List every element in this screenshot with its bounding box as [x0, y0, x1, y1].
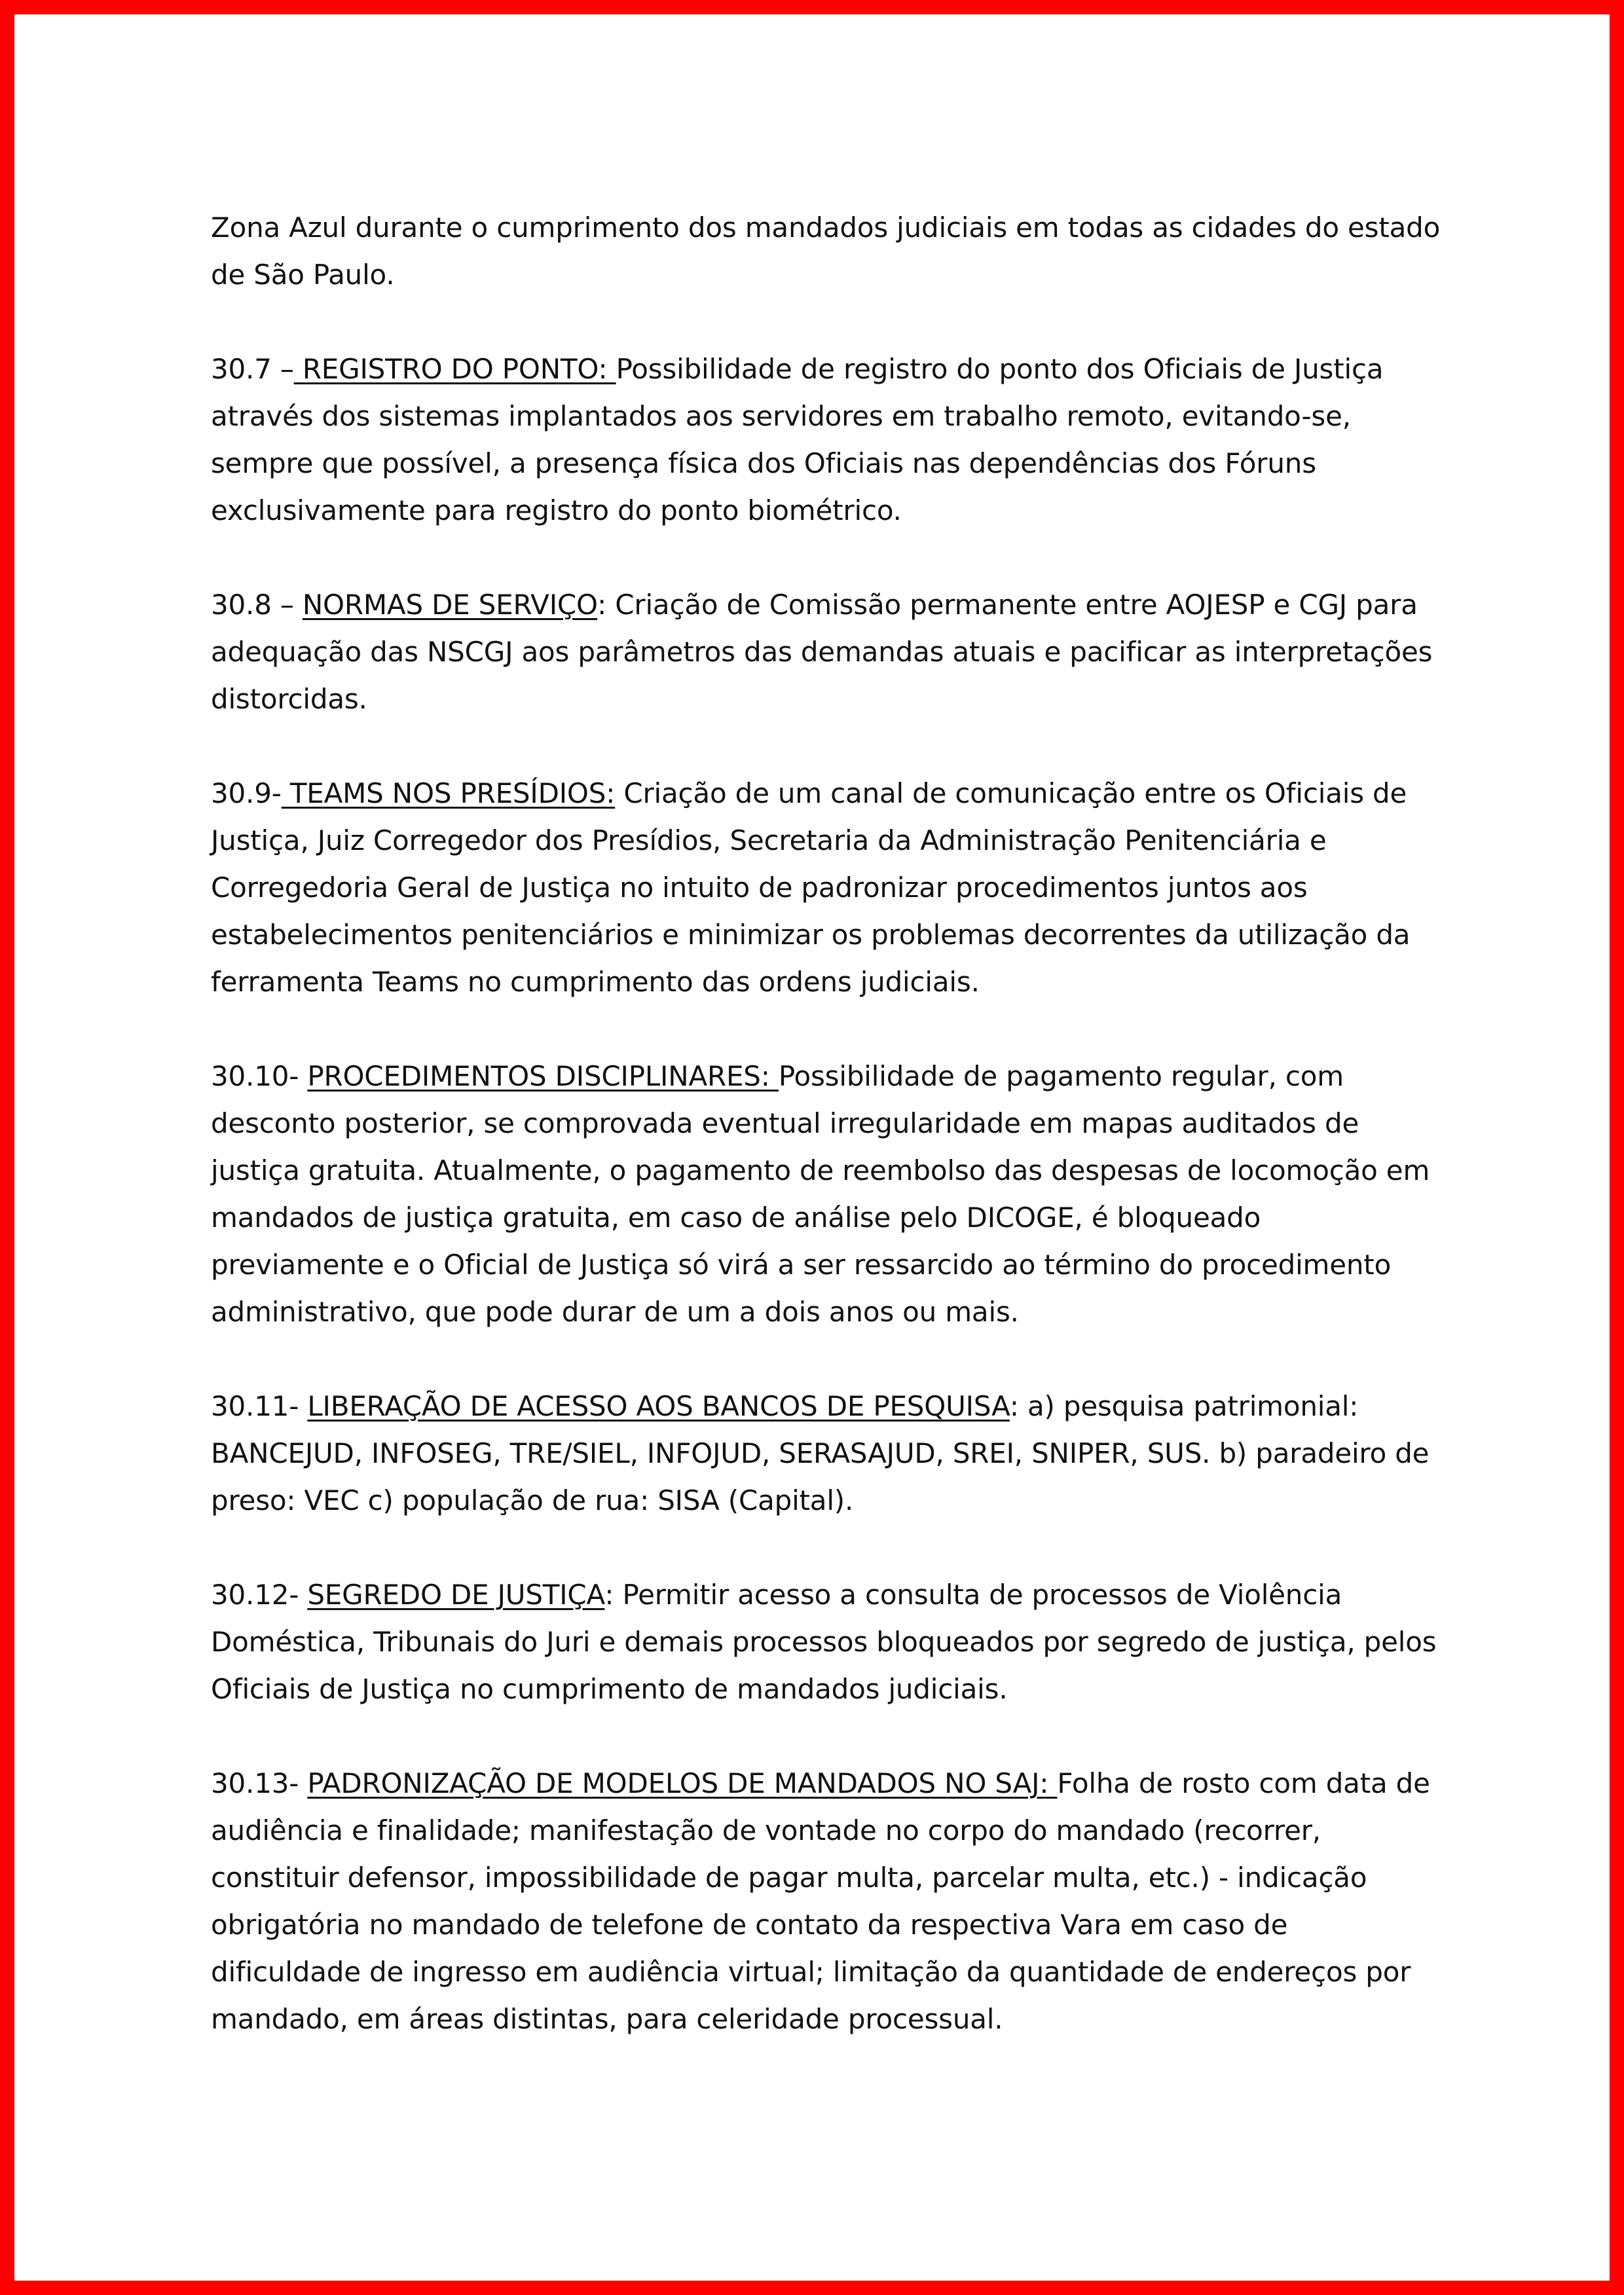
paragraph-30-12	[211, 1571, 1442, 1713]
paragraph-heading-tail	[615, 777, 623, 809]
paragraph-number: 30.13-	[211, 1767, 308, 1799]
paragraph-continuation	[211, 204, 1442, 299]
paragraph-heading-tail: :	[604, 1579, 623, 1611]
paragraph-heading: SEGREDO DE JUSTIÇA	[307, 1579, 605, 1611]
paragraph-body: Folha de rosto com data de audiência e finalidade; manifestação de vontade no corpo do mandado (recorrer, constituir defensor, impossibilidade de pagar multa, parcelar multa, etc.) - indicação obrigatória no mandado de telefone de contato da respectiva Vara em caso de dificuldade de ingresso em audiência virtual; limitação da quantidade de endereços por mandado, em áreas distintas, para celeridade processual.	[211, 1767, 1430, 2035]
paragraph-30-7	[211, 346, 1442, 534]
paragraph-heading: TEAMS NOS PRESÍDIOS:	[281, 777, 616, 809]
paragraph-number: 30.10-	[211, 1060, 308, 1092]
paragraph-30-9	[211, 770, 1442, 1006]
document-body	[211, 204, 1442, 2043]
paragraph-30-8	[211, 581, 1442, 723]
paragraph-heading: REGISTRO DO PONTO:	[293, 353, 616, 385]
paragraph-body: Permitir acesso a consulta de processos de Violência Doméstica, Tribunais do Juri e demais processos bloqueados por segredo de justiça, pelos Oficiais de Justiça no cumprimento de mandados judiciais.	[211, 1579, 1437, 1705]
paragraph-number: 30.11-	[211, 1390, 308, 1422]
paragraph-30-11	[211, 1383, 1442, 1524]
paragraph-heading-tail: :	[1009, 1390, 1027, 1422]
paragraph-heading-tail: :	[597, 589, 616, 621]
paragraph-number: 30.7 –	[211, 353, 294, 385]
paragraph-heading: LIBERAÇÃO DE ACESSO AOS BANCOS DE PESQUISA	[307, 1390, 1010, 1422]
paragraph-body: Criação de Comissão permanente entre AOJESP e CGJ para adequação das NSCGJ aos parâmetros das demandas atuais e pacificar as interpretações distorcidas.	[211, 589, 1433, 715]
paragraph-body: Criação de um canal de comunicação entre os Oficiais de Justiça, Juiz Corregedor dos Presídios, Secretaria da Administração Penitenciária e Corregedoria Geral de Justiça no intuito de padronizar procedimentos juntos aos estabelecimentos penitenciários e minimizar os problemas decorrentes da utilização da ferramenta Teams no cumprimento das ordens judiciais.	[211, 777, 1411, 998]
paragraph-number: 30.12-	[211, 1579, 308, 1611]
paragraph-body: Possibilidade de registro do ponto dos Oficiais de Justiça através dos sistemas implantados aos servidores em trabalho remoto, evitando-se, sempre que possível, a presença física dos Oficiais nas dependências dos Fóruns exclusivamente para registro do ponto biométrico.	[211, 353, 1384, 526]
paragraph-body: Possibilidade de pagamento regular, com desconto posterior, se comprovada eventual irregularidade em mapas auditados de justiça gratuita. Atualmente, o pagamento de reembolso das despesas de locomoção em mandados de justiça gratuita, em caso de análise pelo DICOGE, é bloqueado previamente e o Oficial de Justiça só virá a ser ressarcido ao término do procedimento administrativo, que pode durar de um a dois anos ou mais.	[211, 1060, 1430, 1328]
paragraph-number: 30.9-	[211, 777, 282, 809]
paragraph-number: 30.8 –	[211, 589, 303, 621]
paragraph-30-13	[211, 1760, 1442, 2043]
paragraph-30-10	[211, 1053, 1442, 1336]
paragraph-heading: PROCEDIMENTOS DISCIPLINARES:	[307, 1060, 779, 1092]
paragraph-heading: NORMAS DE SERVIÇO	[302, 589, 598, 621]
paragraph-heading: PADRONIZAÇÃO DE MODELOS DE MANDADOS NO SAJ:	[307, 1767, 1058, 1799]
paragraph-body: Zona Azul durante o cumprimento dos mandados judiciais em todas as cidades do estado de São Paulo.	[211, 211, 1441, 291]
paragraph-body: a) pesquisa patrimonial: BANCEJUD, INFOSEG, TRE/SIEL, INFOJUD, SERASAJUD, SREI, SNIPER, SUS. b) paradeiro de preso: VEC c) população de rua: SISA (Capital).	[211, 1390, 1430, 1516]
